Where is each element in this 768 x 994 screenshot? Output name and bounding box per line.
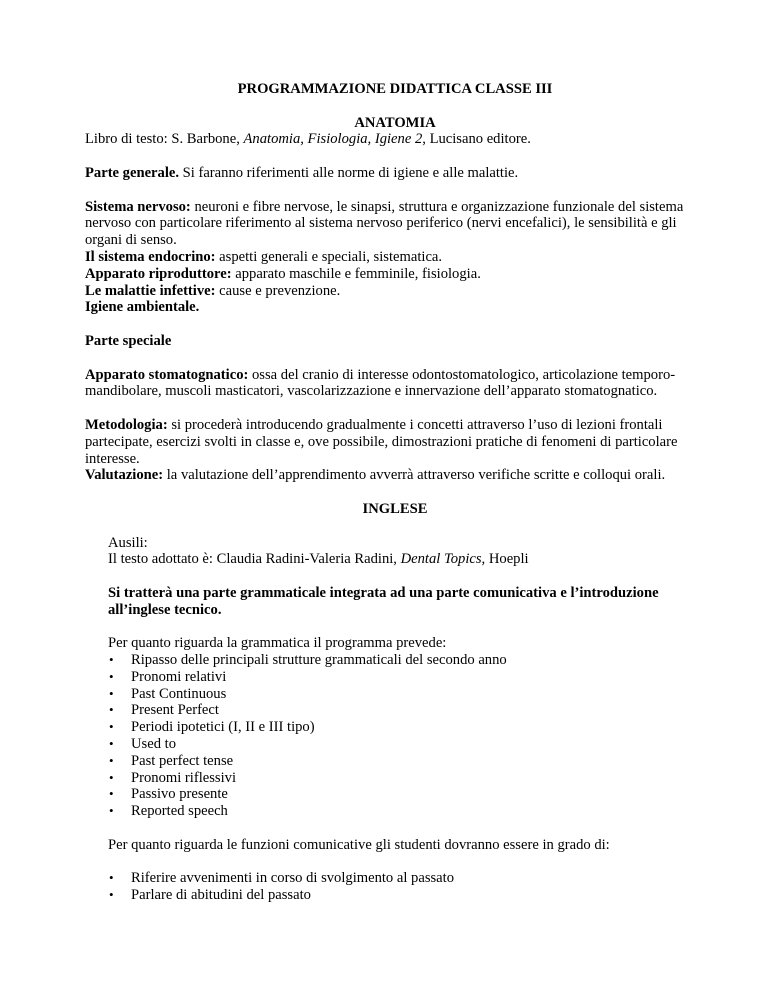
list-item-text: Pronomi riflessivi <box>131 769 236 786</box>
list-item <box>85 753 705 770</box>
bullet-icon: • <box>109 702 114 718</box>
list-item-text: Pronomi relativi <box>131 668 227 685</box>
inglese-textbook <box>108 551 705 568</box>
infettive-paragraph <box>85 283 705 300</box>
list-item <box>85 686 705 703</box>
bullet-icon: • <box>109 752 114 768</box>
riproduttore-paragraph <box>85 266 705 283</box>
anatomia-heading: ANATOMIA <box>354 114 436 131</box>
endocrino-label: Il sistema endocrino: <box>85 248 216 265</box>
sistema-nervoso-label: Sistema nervoso: <box>85 198 191 215</box>
list-item-text: Passivo presente <box>131 786 228 803</box>
funzioni-intro: Per quanto riguarda le funzioni comunicative gli studenti dovranno essere in grado di: <box>108 836 610 853</box>
list-item-text: Present Perfect <box>131 702 219 719</box>
stomatognatico-paragraph <box>85 367 705 401</box>
list-item-text: Riferire avvenimenti in corso di svolgimento al passato <box>131 870 455 887</box>
parte-generale-text: Si faranno riferimenti alle norme di igiene e alle malattie. <box>179 164 519 181</box>
inglese-textbook-suffix: Hoepli <box>485 551 529 568</box>
riproduttore-label: Apparato riproduttore: <box>85 265 232 282</box>
inglese-heading: INGLESE <box>362 500 428 517</box>
parte-generale-paragraph <box>85 165 705 182</box>
inglese-textbook-title: Dental Topics, <box>400 551 486 568</box>
bullet-icon: • <box>109 652 114 668</box>
list-item <box>85 736 705 753</box>
igiene-paragraph <box>85 299 705 316</box>
parte-generale-label: Parte generale. <box>85 164 179 181</box>
document-title: PROGRAMMAZIONE DIDATTICA CLASSE III <box>237 81 553 97</box>
list-item-text: Reported speech <box>131 803 228 820</box>
bullet-icon: • <box>109 685 114 701</box>
list-item <box>85 669 705 686</box>
metodologia-text: si procederà introducendo gradualmente i concetti attraverso l’uso di lezioni frontali partecipate, esercizi svolti in classe e, ove possibile, dimostrazioni pratiche di fenomeni di particolare interesse. <box>85 416 678 467</box>
bullet-icon: • <box>109 887 114 903</box>
stomatognatico-text: ossa del cranio di interesse odontostomatologico, articolazione temporo-mandibolare, muscoli masticatori, vascolarizzazione e innervazione dell’apparato stomatognatico. <box>85 366 676 400</box>
document-page <box>85 81 705 904</box>
list-item-text: Parlare di abitudini del passato <box>131 887 311 904</box>
textbook-suffix: , Lucisano editore. <box>422 131 531 148</box>
valutazione-paragraph <box>85 467 705 484</box>
list-item-text: Periodi ipotetici (I, II e III tipo) <box>131 719 315 736</box>
stomatognatico-label: Apparato stomatognatico: <box>85 366 249 383</box>
sistema-nervoso-text: neuroni e fibre nervose, le sinapsi, struttura e organizzazione funzionale del sistema nervoso con particolare riferimento al sistema nervoso periferico (nervi encefalici), le sensibilità e gli organi di senso. <box>85 198 684 249</box>
funzioni-list <box>85 870 705 904</box>
bullet-icon: • <box>109 870 114 886</box>
list-item <box>85 803 705 820</box>
list-item-text: Past perfect tense <box>131 752 234 769</box>
textbook-prefix: Libro di testo: S. Barbone, <box>85 131 244 148</box>
riproduttore-text: apparato maschile e femminile, fisiologia. <box>231 265 481 282</box>
bullet-icon: • <box>109 769 114 785</box>
list-item <box>85 887 705 904</box>
inglese-intro <box>108 585 705 619</box>
bullet-icon: • <box>109 786 114 802</box>
inglese-section <box>85 535 705 653</box>
bullet-icon: • <box>109 736 114 752</box>
list-item <box>85 719 705 736</box>
list-item <box>85 702 705 719</box>
textbook-title: Anatomia, Fisiologia, Igiene 2 <box>243 131 423 148</box>
list-item <box>85 770 705 787</box>
parte-speciale-label: Parte speciale <box>85 332 172 349</box>
igiene-label: Igiene ambientale. <box>85 299 200 316</box>
endocrino-text: aspetti generali e speciali, sistematica. <box>215 248 443 265</box>
grammatica-list <box>85 652 705 820</box>
valutazione-label: Valutazione: <box>85 467 164 484</box>
funzioni-section <box>85 837 705 854</box>
bullet-icon: • <box>109 719 114 735</box>
metodologia-paragraph <box>85 417 705 467</box>
grammatica-intro: Per quanto riguarda la grammatica il programma prevede: <box>108 635 447 652</box>
parte-speciale-heading <box>85 333 705 350</box>
infettive-text: cause e prevenzione. <box>215 282 341 299</box>
ausili-label: Ausili: <box>108 534 148 551</box>
list-item <box>85 870 705 887</box>
list-item-text: Used to <box>131 736 176 753</box>
bullet-icon: • <box>109 668 114 684</box>
infettive-label: Le malattie infettive: <box>85 282 216 299</box>
list-item <box>85 786 705 803</box>
inglese-textbook-prefix: Il testo adottato è: Claudia Radini-Valeria Radini, <box>108 551 401 568</box>
sistema-nervoso-paragraph <box>85 199 705 249</box>
anatomia-textbook <box>85 131 705 148</box>
valutazione-text: la valutazione dell’apprendimento avverrà attraverso verifiche scritte e colloqui orali. <box>163 467 666 484</box>
endocrino-paragraph <box>85 249 705 266</box>
list-item-text: Ripasso delle principali strutture grammaticali del secondo anno <box>131 652 507 669</box>
metodologia-label: Metodologia: <box>85 416 168 433</box>
list-item-text: Past Continuous <box>131 685 227 702</box>
list-item <box>85 652 705 669</box>
inglese-intro-bold: Si tratterà una parte grammaticale integrata ad una parte comunicativa e l’introduzione all’inglese tecnico. <box>108 584 659 618</box>
bullet-icon: • <box>109 803 114 819</box>
